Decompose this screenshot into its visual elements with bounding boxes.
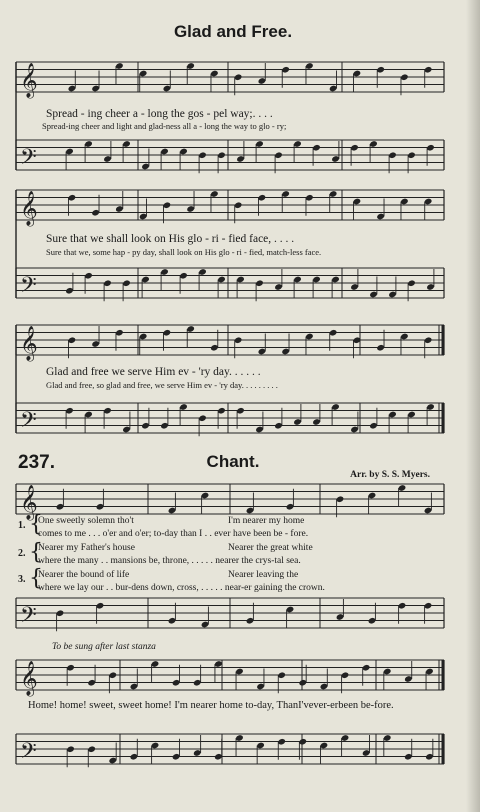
bass-clef-icon: 𝄢 (20, 603, 37, 633)
verse-brace: { (29, 566, 43, 591)
treble-clef-icon: 𝄞 (20, 326, 38, 361)
verse-3-line-c: where we lay our . . bur-dens down, cross, . . . . . near-er gaining the crown. (38, 583, 325, 593)
lyric-line-3-main: Glad and free we serve Him ev - 'ry day. . . . . . (46, 366, 261, 378)
bass-clef-icon: 𝄢 (20, 739, 37, 769)
lyric-line-1-main: Spread - ing cheer a - long the gos - pel way;. . . . (46, 108, 273, 120)
verse-number-1: 1. (18, 520, 26, 531)
verse-3-line-a: Nearer the bound of life (38, 570, 130, 580)
verse-1-line-c: comes to me . . . o'er and o'er; to-day than I . . ever have been be - fore. (38, 529, 309, 539)
verse-3-line-b: Nearer leaving the (228, 570, 299, 580)
hymn-number: 237. (18, 452, 55, 473)
verse-1-line-a: One sweetly solemn tho't (38, 516, 134, 526)
verse-number-2: 2. (18, 548, 26, 559)
verse-brace: { (29, 540, 43, 565)
treble-clef-icon: 𝄞 (20, 63, 38, 98)
treble-clef-icon: 𝄞 (20, 191, 38, 226)
arranger-credit: Arr. by S. S. Myers. (350, 470, 430, 480)
bass-clef-icon: 𝄢 (20, 273, 37, 303)
lyric-line-3-sub: Glad and free, so glad and free, we serve Him ev - 'ry day. . . . . . . . . (46, 380, 278, 390)
treble-clef-icon: 𝄞 (20, 661, 38, 696)
verse-2-line-b: Nearer the great white (228, 543, 313, 553)
bass-clef-icon: 𝄢 (20, 408, 37, 438)
hymn-title-chant: Chant. (206, 452, 260, 471)
treble-clef-icon: 𝄞 (20, 485, 38, 520)
verse-brace: { (29, 512, 43, 537)
verse-number-3: 3. (18, 574, 26, 585)
coda-lyric: Home! home! sweet, sweet home! I'm nearer home to-day, ThanI'vever-erbeen be-fore. (28, 700, 394, 711)
lyric-line-2-sub: Sure that we, some hap - py day, shall look on His glo - ri - fied, match-less face. (46, 247, 322, 257)
coda-instruction: To be sung after last stanza (52, 642, 156, 652)
bass-clef-icon: 𝄢 (20, 145, 37, 175)
verse-1-line-b: I'm nearer my home (228, 516, 305, 526)
hymn-title-glad-and-free: Glad and Free. (173, 22, 293, 41)
lyric-line-1-sub: Spread-ing cheer and light and glad-ness all a - long the way to glo - ry; (42, 121, 287, 131)
verse-2-line-c: where the many . . mansions be, throne, . . . . . nearer the crys-tal sea. (38, 556, 301, 566)
verse-2-line-a: Nearer my Father's house (38, 543, 135, 553)
lyric-line-2-main: Sure that we shall look on His glo - ri - fied face, . . . . (46, 233, 295, 245)
